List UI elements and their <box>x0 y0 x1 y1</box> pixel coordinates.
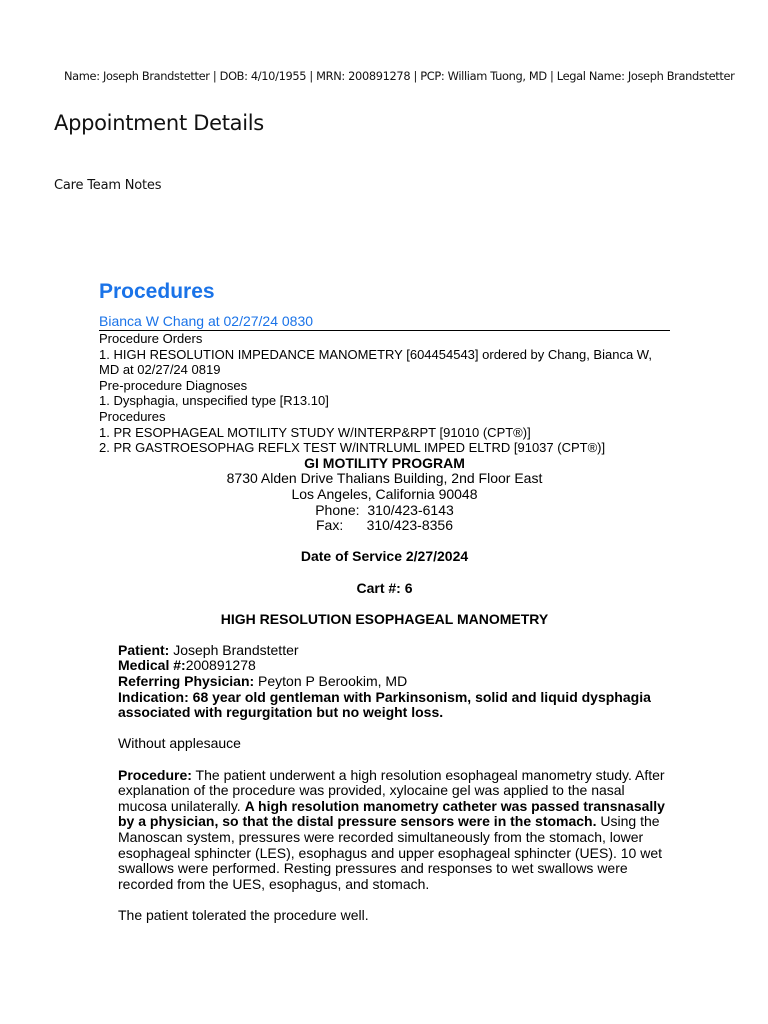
phone-number: 310/423-6143 <box>367 501 454 518</box>
medical-number-label: Medical #: <box>118 657 186 674</box>
fax-label: Fax: <box>316 517 344 534</box>
patient-line <box>118 643 670 659</box>
procedures-label: Procedures <box>99 408 166 424</box>
program-fax <box>99 518 670 534</box>
diagnosis-item: 1. Dysphagia, unspecified type [R13.10] <box>99 393 329 409</box>
medical-number-value: 200891278 <box>185 657 256 674</box>
procedure-item: 1. PR ESOPHAGEAL MOTILITY STUDY W/INTERP&RPT [91010 (CPT®)] <box>99 424 531 440</box>
date-of-service: Date of Service 2/27/2024 <box>300 548 469 565</box>
referring-physician-line <box>118 674 670 690</box>
phone-label: Phone: <box>315 501 360 518</box>
procedure-paragraph <box>118 768 670 893</box>
program-address-line: 8730 Alden Drive Thalians Building, 2nd Floor East <box>226 470 543 487</box>
referring-physician-label: Referring Physician: <box>118 673 255 690</box>
medical-number-line <box>118 658 670 674</box>
care-team-notes-label: Care Team Notes <box>54 178 162 193</box>
procedure-bold-text: A high resolution manometry catheter was passed transnasally by a physician, so that the distal pressure sensors were in the stomach. <box>118 797 665 830</box>
procedure-text: Using the Manoscan system, pressures were recorded simultaneously from the stomach, lower esophageal sphincter (LES), esophagus and upper esophageal sphincter (UES). 10 wet swallows were performed. Resting pressures and responses to wet swallows were recorded from the UES, esophagus, and stomach. <box>118 813 663 892</box>
program-name: GI MOTILITY PROGRAM <box>304 454 465 471</box>
program-city-line: Los Angeles, California 90048 <box>291 485 478 502</box>
cart-number: Cart #: 6 <box>356 579 413 596</box>
procedure-item: 2. PR GASTROESOPHAG REFLX TEST W/INTRLUML IMPED ELTRD [91037 (CPT®)] <box>99 440 606 456</box>
study-title: HIGH RESOLUTION ESOPHAGEAL MANOMETRY <box>220 610 549 627</box>
without-applesauce: Without applesauce <box>118 735 241 752</box>
procedure-label: Procedure: <box>118 766 192 783</box>
patient-label: Patient: <box>118 641 170 658</box>
note-author-line: Bianca W Chang at 02/27/24 0830 <box>99 313 670 331</box>
procedure-orders-label: Procedure Orders <box>99 331 203 346</box>
procedures-heading: Procedures <box>99 280 215 303</box>
referring-physician-value: Peyton P Berookim, MD <box>254 673 408 690</box>
report-body <box>99 643 670 924</box>
procedure-note <box>99 278 670 924</box>
indication: Indication: 68 year old gentleman with Parkinsonism, solid and liquid dysphagia associated with regurgitation but no weight loss. <box>118 688 651 721</box>
program-phone <box>99 503 670 519</box>
procedure-order-item: 1. HIGH RESOLUTION IMPEDANCE MANOMETRY [604454543] ordered by Chang, Bianca W, MD at 02/27/24 0819 <box>99 346 652 378</box>
procedure-text: The patient underwent a high resolution esophageal manometry study. After explanation of the procedure was provided, xylocaine gel was applied to the nasal mucosa unilaterally. <box>118 766 665 814</box>
fax-number: 310/423-8356 <box>366 517 453 534</box>
patient-info-header: Name: Joseph Brandstetter | DOB: 4/10/1955 | MRN: 200891278 | PCP: William Tuong, MD | Legal Name: Joseph Brandstetter <box>64 69 735 83</box>
pre-procedure-diagnoses-label: Pre-procedure Diagnoses <box>99 377 248 393</box>
program-address-block <box>99 456 670 643</box>
patient-value: Joseph Brandstetter <box>169 641 299 658</box>
tolerated-statement: The patient tolerated the procedure well. <box>118 906 369 923</box>
page-title: Appointment Details <box>54 111 264 135</box>
